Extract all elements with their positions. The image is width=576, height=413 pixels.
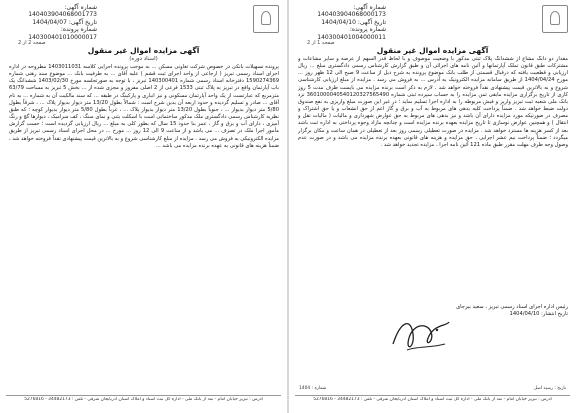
tracking-label: شماره آگهی: <box>64 4 97 11</box>
notice-body: پرونده تسهیلات بانکی در خصوص شرکت تعاونی مسکن ... به موجب پرونده اجرایی کلاسه 1403011031 مطروحه در اداره اجرای اسناد رسمی تبریز ( ارجاعی از واحد اجرای ثبت قشم ) علیه آقای ... به طرفیت بانک ... موضوع سند رهنی شماره 1590274369 دفترخانه اسناد رسمی شماره 140300401 تبریز ، با توجه به صورتجلسه مورخ 1403/02/30 ششدانگ یک باب آپارتمان واقع در تبریز به پلاک ثبتی 1533 فرعی از 2 اصلی مفروز و مجزی شده از ... بخش 5 تبریز به مساحت 63/79 مترمربع که عبارتست از یک واحد آپارتمان مسکونی و نیز انباری و پارکینگ در طبقه ... که سند مالکیت آن به شماره ... به نام آقای ... صادر و تسلیم گردیده و حدود اربعه آن بدین شرح است : شمالاً بطول 13/20 متر دیوار بدیوار پلاک ... ، شرقاً بطول 5/80 متر دیوار بدیوار ... ، جنوباً بطول 13/20 متر دیوار بدیوار پلاک ... ، غرباً بطول 5/80 متر دیوار بدیوار کوچه ؛ که طبق نظریه کارشناس رسمی دادگستری ملک مذکور ساختمانی است با اسکلت بتنی و نمای سنگ ، کف سرامیک ، دیوارها گچ و رنگ آمیزی ، دارای آب و برق و گاز ، عمر بنا حدود 15 سال که بطور کلی به مبلغ ... ریال ارزیابی گردیده است ؛ حسب گزارش مأمور اجرا ملک در تصرف ... می باشد و از ساعت 9 الی 12 روز ... مورخ ... در محل اجرای اسناد رسمی تبریز از طریق مزایده الکترونیکی به فروش می رسد . مزایده از مبلغ کارشناسی شروع و به بالاترین قیمت پیشنهادی نقداً فروخته خواهد شد ، ضمناً هزینه های قانونی به عهده برنده مزایده می باشد ... <box>9 64 279 149</box>
publish-date-label: تاریخ انتشار: <box>541 311 568 317</box>
issuer-name: رئیس اداره اجرای اسناد رسمی تبریز ، سعید بیرجای <box>456 304 568 310</box>
tracking-label: شماره آگهی: <box>353 4 386 11</box>
footer-divider <box>6 395 281 396</box>
receipt-number-note: شماره : 1404 <box>299 386 327 391</box>
notice-meta <box>289 4 386 41</box>
record-value: 140300401010000017 <box>28 33 97 41</box>
footer-address: آدرس : تبریز خیابان امام - بعد از بانک ملی - اداره کل ثبت اسناد و املاک استان آذربایجان شرقی - تلفن : 34482173 - 5276816 <box>24 397 263 402</box>
registry-emblem-icon <box>542 5 568 33</box>
record-value: 140300401004000011 <box>317 33 386 41</box>
footer-address: آدرس : تبریز خیابان امام - بعد از بانک ملی - اداره کل ثبت اسناد و املاک استان آذربایجان شرقی - تلفن : 34482173 - 5276816 <box>313 397 552 402</box>
notice-title: آگهی مزایده اموال غیر منقول <box>376 46 489 55</box>
date-label: تاریخ آگهی: <box>68 18 97 26</box>
notice-page-2 <box>0 0 287 413</box>
notice-title: آگهی مزایده اموال غیر منقول <box>87 46 200 55</box>
notice-subtitle: (اسناد دوره) <box>129 56 158 62</box>
record-label: شماره پرونده: <box>349 26 386 34</box>
notice-body: مقدار دو دانگ مشاع از ششدانگ پلاک ثبتی مذکور با وضعیت موصوف و با لحاظ قدر السهم از عرصه و سایر مشاعات و مشترکات طبق قانون تملک آپارتمانها و آئین نامه های اجرائی آن و طبق گزارش کارشناس رسمی دادگستری مبلغ ... ریال ارزیابی و قطعیت یافته که درقبال قسمتی از طلب بانک موضوع پرونده به شرح ذیل از ساعت 9 صبح الی 12 ظهر روز ... مورخ 1404/04/24 از طریق سامانه مزایده الکترونیک به آدرس ... به فروش می رسد . مزایده از مبلغ ارزیابی کارشناسی شروع و به بالاترین قیمت پیشنهادی نقداً فروخته خواهد شد . لازم به ذکر است برنده مزایده می بایست ظرف مدت 5 روز کاری از تاریخ برگزاری مزایده مابقی ثمن مزایده را به حساب سپرده ثبتی شماره 3601000040540120327565490 نزد بانک ملی شعبه ثبت تبریز واریز و فیش مربوطه را به اداره اجرا تسلیم نماید ؛ در غیر این صورت مبلغ واریزی به نفع صندوق دولت ضبط خواهد شد . ضمناً پرداخت کلیه بدهی های مربوط به آب و برق و گاز اعم از حق انشعاب و یا حق اشتراک و مصرف در صورتیکه مورد مزایده دارای آن باشد و نیز بدهی های مربوط به حق عوارض شهرداری و مالیات ( مالیات نقل و انتقال ) و همچنین عوارض نوسازی تا تاریخ مزایده بعهده برنده مزایده است و چنانچه مازاد وجوه پرداختی به اداره ثبت باشد بعد از کسر هزینه ها مسترد خواهد شد . مزایده در صورت تعطیلی رسمی روز بعد از تعطیلی در همان ساعت و مکان برگزار میگردد ؛ ضمناً پرداخت نیم عشر اجرایی ، حق مزایده و هزینه های قانونی بعهده برنده مزایده می باشد و در صورت عدم وصول وجه ظرف مهلت مقرر طبق ماده 121 آئین نامه اجرا ، مزایده تجدید خواهد شد . <box>298 56 568 148</box>
notice-meta <box>0 4 97 41</box>
footer-divider <box>295 395 570 396</box>
page-number: صفحه 2 از 2 <box>18 40 46 46</box>
signature-icon <box>387 314 457 358</box>
publish-date-value: 1404/04/10 <box>509 311 540 317</box>
date-value: 1404/04/10 <box>321 18 356 26</box>
date-value: 1404/04/07 <box>32 18 67 26</box>
registry-emblem-icon <box>253 5 279 33</box>
page-number: صفحه 1 از 2 <box>307 40 335 46</box>
record-label: شماره پرونده: <box>60 26 97 34</box>
date-label: تاریخ آگهی: <box>357 18 386 26</box>
tracking-value: 140403904068000173 <box>317 11 386 19</box>
notice-page-1 <box>289 0 576 413</box>
tracking-value: 140403904068001773 <box>28 11 97 19</box>
receipt-date-note: تاریخ : رسید اصل <box>533 386 566 391</box>
